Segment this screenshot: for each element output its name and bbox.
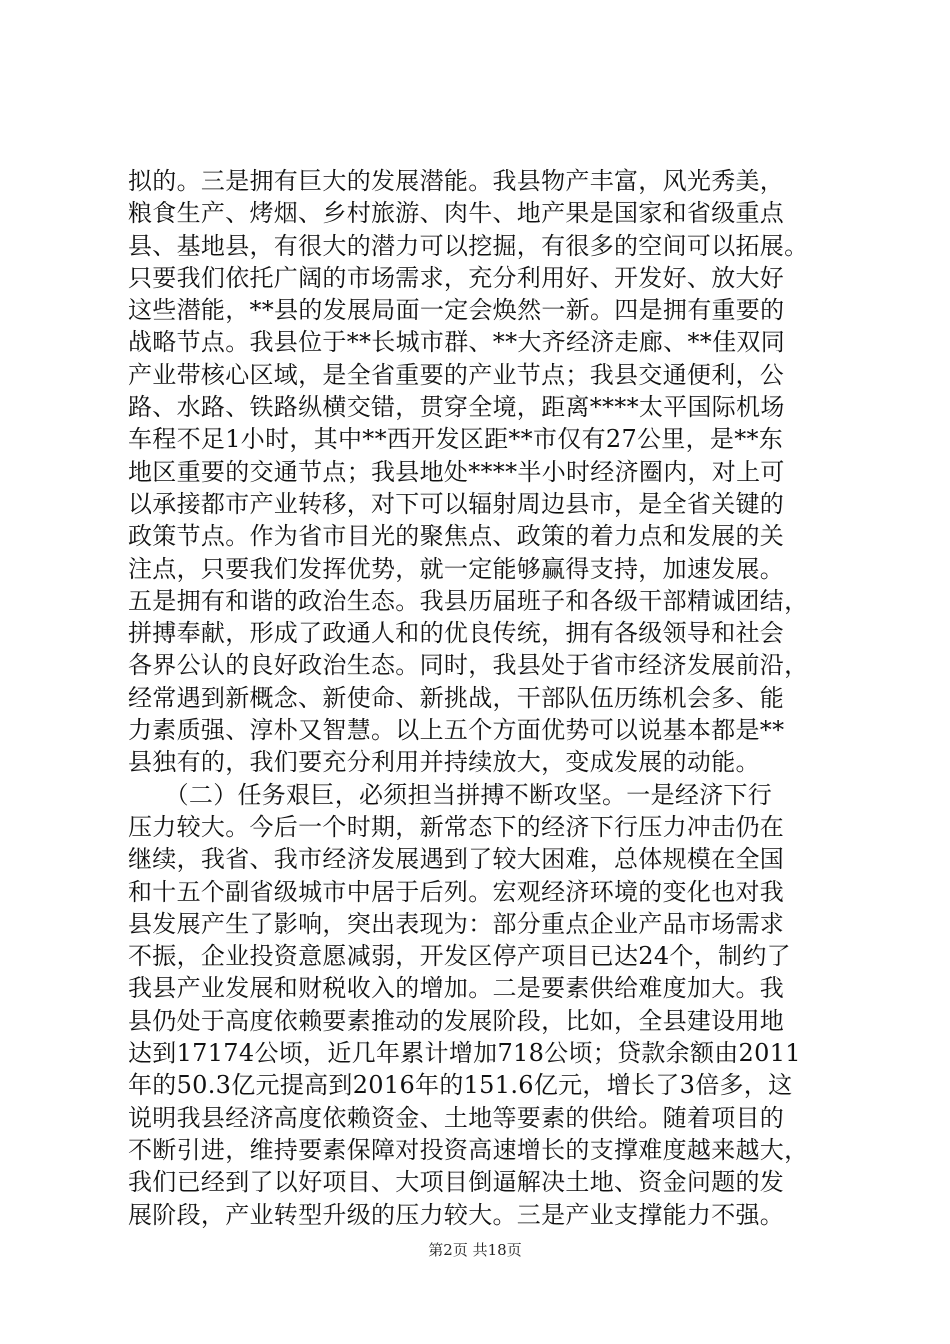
text-line: 产业带核心区域，是全省重要的产业节点；我县交通便利，公 <box>128 360 785 389</box>
text-line: 县独有的，我们要充分利用并持续放大，变成发展的动能。 <box>128 748 760 777</box>
text-line: 力素质强、淳朴又智慧。以上五个方面优势可以说基本都是** <box>128 716 785 745</box>
text-line: 以承接都市产业转移，对下可以辐射周边县市，是全省关键的 <box>128 489 785 518</box>
text-line: 年的50.3亿元提高到2016年的151.6亿元，增长了3倍多，这 <box>128 1071 793 1100</box>
page-footer <box>0 1240 950 1260</box>
text-line: 我们已经到了以好项目、大项目倒逼解决土地、资金问题的发 <box>128 1168 785 1197</box>
text-line: 各界公认的良好政治生态。同时，我县处于省市经济发展前沿， <box>128 651 809 680</box>
text-line: 说明我县经济高度依赖资金、土地等要素的供给。随着项目的 <box>128 1103 785 1132</box>
text-line: 不断引进，维持要素保障对投资高速增长的支撑难度越来越大， <box>128 1135 809 1164</box>
text-line: 达到17174公顷，近几年累计增加718公顷；贷款余额由2011 <box>128 1039 801 1068</box>
text-line: 不振，企业投资意愿减弱，开发区停产项目已达24个，制约了 <box>128 942 791 971</box>
text-line: 五是拥有和谐的政治生态。我县历届班子和各级干部精诚团结， <box>128 586 809 615</box>
text-line: 战略节点。我县位于**长城市群、**大齐经济走廊、**佳双同 <box>128 328 785 357</box>
page-number: 第2页 共18页 <box>428 1241 522 1259</box>
text-line: 拼搏奉献，形成了政通人和的优良传统，拥有各级领导和社会 <box>128 619 785 648</box>
text-line: 和十五个副省级城市中居于后列。宏观经济环境的变化也对我 <box>128 877 785 906</box>
text-line: 地区重要的交通节点；我县地处****半小时经济圈内，对上可 <box>128 457 785 486</box>
text-line: 这些潜能，**县的发展局面一定会焕然一新。四是拥有重要的 <box>128 296 785 325</box>
text-line: 县仍处于高度依赖要素推动的发展阶段，比如，全县建设用地 <box>128 1006 785 1035</box>
text-line: 路、水路、铁路纵横交错，贯穿全境，距离****太平国际机场 <box>128 393 785 422</box>
text-line: 粮食生产、烤烟、乡村旅游、肉牛、地产果是国家和省级重点 <box>128 199 785 228</box>
text-line: （二）任务艰巨，必须担当拼搏不断攻坚。一是经济下行 <box>128 780 773 809</box>
text-line: 压力较大。今后一个时期，新常态下的经济下行压力冲击仍在 <box>128 812 785 841</box>
text-line: 我县产业发展和财税收入的增加。二是要素供给难度加大。我 <box>128 974 785 1003</box>
text-line: 展阶段，产业转型升级的压力较大。三是产业支撑能力不强。 <box>128 1200 785 1229</box>
text-line: 政策节点。作为省市目光的聚焦点、政策的着力点和发展的关 <box>128 522 785 551</box>
text-line: 县发展产生了影响，突出表现为：部分重点企业产品市场需求 <box>128 909 785 938</box>
text-line: 注点，只要我们发挥优势，就一定能够赢得支持，加速发展。 <box>128 554 785 583</box>
document-body <box>128 165 828 1231</box>
text-line: 拟的。三是拥有巨大的发展潜能。我县物产丰富，风光秀美， <box>128 167 785 195</box>
text-line: 经常遇到新概念、新使命、新挑战，干部队伍历练机会多、能 <box>128 683 785 712</box>
text-line: 继续，我省、我市经济发展遇到了较大困难，总体规模在全国 <box>128 845 785 874</box>
text-line: 县、基地县，有很大的潜力可以挖掘，有很多的空间可以拓展。 <box>128 231 809 260</box>
text-line: 只要我们依托广阔的市场需求，充分利用好、开发好、放大好 <box>128 263 785 292</box>
text-line: 车程不足1小时，其中**西开发区距**市仅有27公里，是**东 <box>128 425 784 454</box>
